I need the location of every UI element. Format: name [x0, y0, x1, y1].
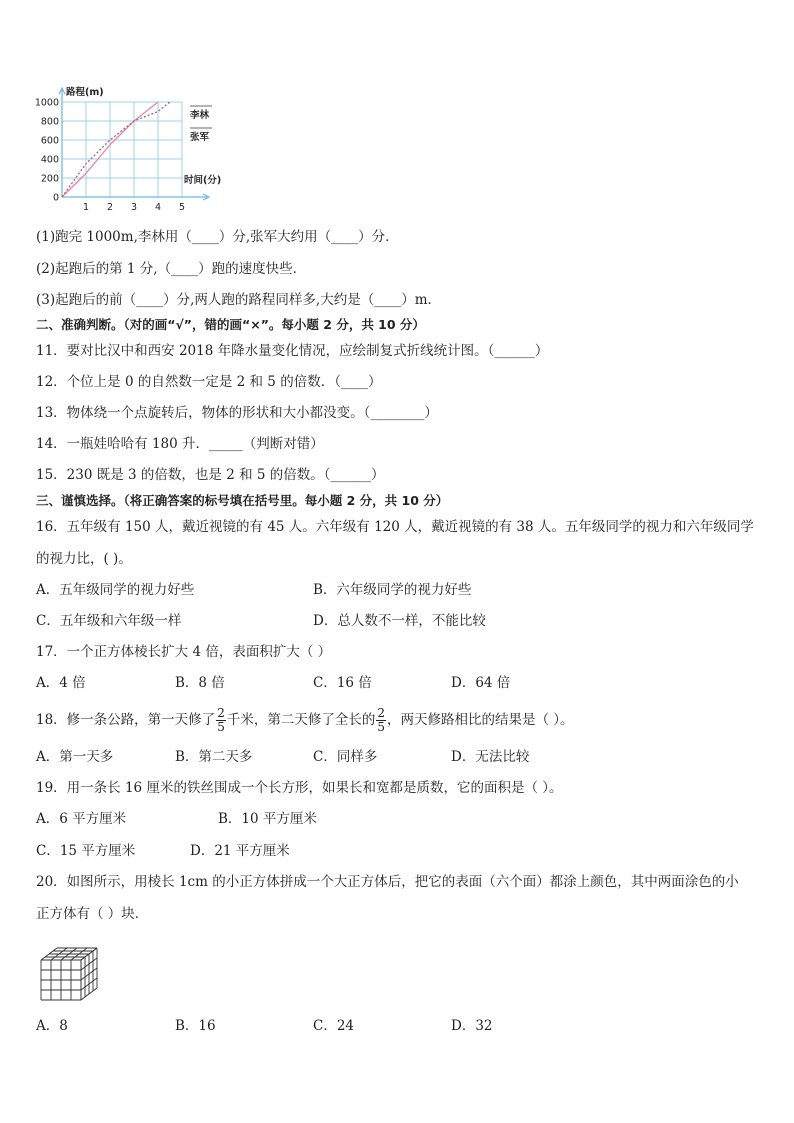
option-17-b: B．8 倍 [175, 675, 225, 691]
problem-17: 17．一个正方体棱长扩大 4 倍，表面积扩大（ ） [36, 644, 332, 660]
problem-16-line1: 16．五年级有 150 人，戴近视镜的有 45 人。六年级有 120 人，戴近视镜的有 38 人。五年级同学的视力和六年级同学 [36, 519, 754, 535]
option-16-a: A．五年级同学的视力好些 [36, 582, 195, 598]
problem-18-prefix: 18．修一条公路，第一天修了 [36, 712, 216, 728]
y-tick-label: 1000 [34, 97, 59, 109]
problem-19: 19．用一条长 16 厘米的铁丝围成一个长方形，如果长和宽都是质数，它的面积是（ ）。 [36, 780, 563, 796]
problem-15: 15．230 既是 3 的倍数，也是 2 和 5 的倍数。（______） [36, 467, 385, 483]
option-19-a: A．6 平方厘米 [36, 811, 127, 827]
option-16-c: C．五年级和六年级一样 [36, 613, 182, 629]
option-20-c: C．24 [313, 1018, 355, 1034]
q1-text: (1)跑完 1000m,李林用（____）分,张军大约用（____）分． [36, 229, 399, 245]
option-18-a: A．第一天多 [36, 749, 114, 765]
q3-text: (3)起跑后的前（____）分,两人跑的路程同样多,大约是（____）m． [36, 292, 442, 308]
legend-label: 张军 [190, 132, 210, 143]
fraction-1-denominator: 5 [217, 720, 225, 734]
y-axis-label: 路程(m) [66, 87, 104, 98]
problem-20-line2: 正方体有（ ）块． [36, 906, 149, 922]
y-tick-label: 400 [40, 154, 59, 166]
series-line-2 [62, 102, 170, 197]
fraction-1-numerator: 2 [217, 706, 225, 721]
problem-20-line1: 20．如图所示，用棱长 1cm 的小正方体拼成一个大正方体后，把它的表面（六个面）都涂上颜色，其中两面涂色的小 [36, 874, 739, 890]
fraction-2-numerator: 2 [377, 706, 385, 721]
distance-time-chart [32, 85, 272, 210]
option-17-c: C．16 倍 [313, 675, 372, 691]
option-19-d: D．21 平方厘米 [190, 843, 290, 859]
option-20-b: B．16 [175, 1018, 216, 1034]
option-17-a: A．4 倍 [36, 675, 86, 691]
option-20-a: A．8 [36, 1018, 68, 1034]
problem-11: 11．要对比汉中和西安 2018 年降水量变化情况，应绘制复式折线统计图。（______） [36, 343, 549, 359]
problem-14: 14．一瓶娃哈哈有 180 升．_____（判断对错） [36, 436, 324, 452]
y-tick-label: 800 [40, 116, 59, 128]
cube-figure [38, 938, 108, 1003]
y-tick-label: 600 [40, 135, 59, 147]
problem-16-line2: 的视力比，( )。 [36, 551, 132, 567]
fraction-2 [376, 707, 386, 733]
x-tick-label: 5 [178, 202, 186, 210]
problem-18-middle: 千米，第二天修了全长的 [226, 712, 376, 728]
option-19-c: C．15 平方厘米 [36, 843, 136, 859]
option-18-c: C．同样多 [313, 749, 378, 765]
problem-18 [36, 703, 574, 737]
legend-label: 李林 [190, 110, 210, 121]
problem-18-suffix: ，两天修路相比的结果是（ ）。 [386, 712, 574, 728]
option-19-b: B．10 平方厘米 [218, 811, 317, 827]
fraction-1 [216, 707, 226, 733]
x-tick-label: 3 [130, 202, 138, 210]
option-18-b: B．第二天多 [175, 749, 253, 765]
option-18-d: D．无法比较 [451, 749, 530, 765]
y-tick-label: 200 [40, 173, 59, 185]
problem-12: 12．个位上是 0 的自然数一定是 2 和 5 的倍数．（____） [36, 374, 382, 390]
fraction-2-denominator: 5 [377, 720, 385, 734]
y-tick-label: 0 [52, 192, 59, 204]
option-16-b: B．六年级同学的视力好些 [313, 582, 472, 598]
section-2-heading: 二、准确判断。（对的画“√”，错的画“×”。每小题 2 分，共 10 分） [36, 317, 425, 332]
q2-text: (2)起跑后的第 1 分,（____）跑的速度快些． [36, 261, 307, 277]
option-16-d: D．总人数不一样，不能比较 [313, 613, 486, 629]
x-axis-label: 时间(分) [184, 175, 222, 186]
problem-13: 13．物体绕一个点旋转后，物体的形状和大小都没变。（________） [36, 405, 438, 421]
option-20-d: D．32 [451, 1018, 493, 1034]
section-3-heading: 三、谨慎选择。（将正确答案的标号填在括号里。每小题 2 分，共 10 分） [36, 493, 449, 508]
x-tick-label: 1 [82, 202, 90, 210]
x-tick-label: 4 [154, 202, 162, 210]
x-tick-label: 2 [106, 202, 114, 210]
option-17-d: D．64 倍 [451, 675, 511, 691]
